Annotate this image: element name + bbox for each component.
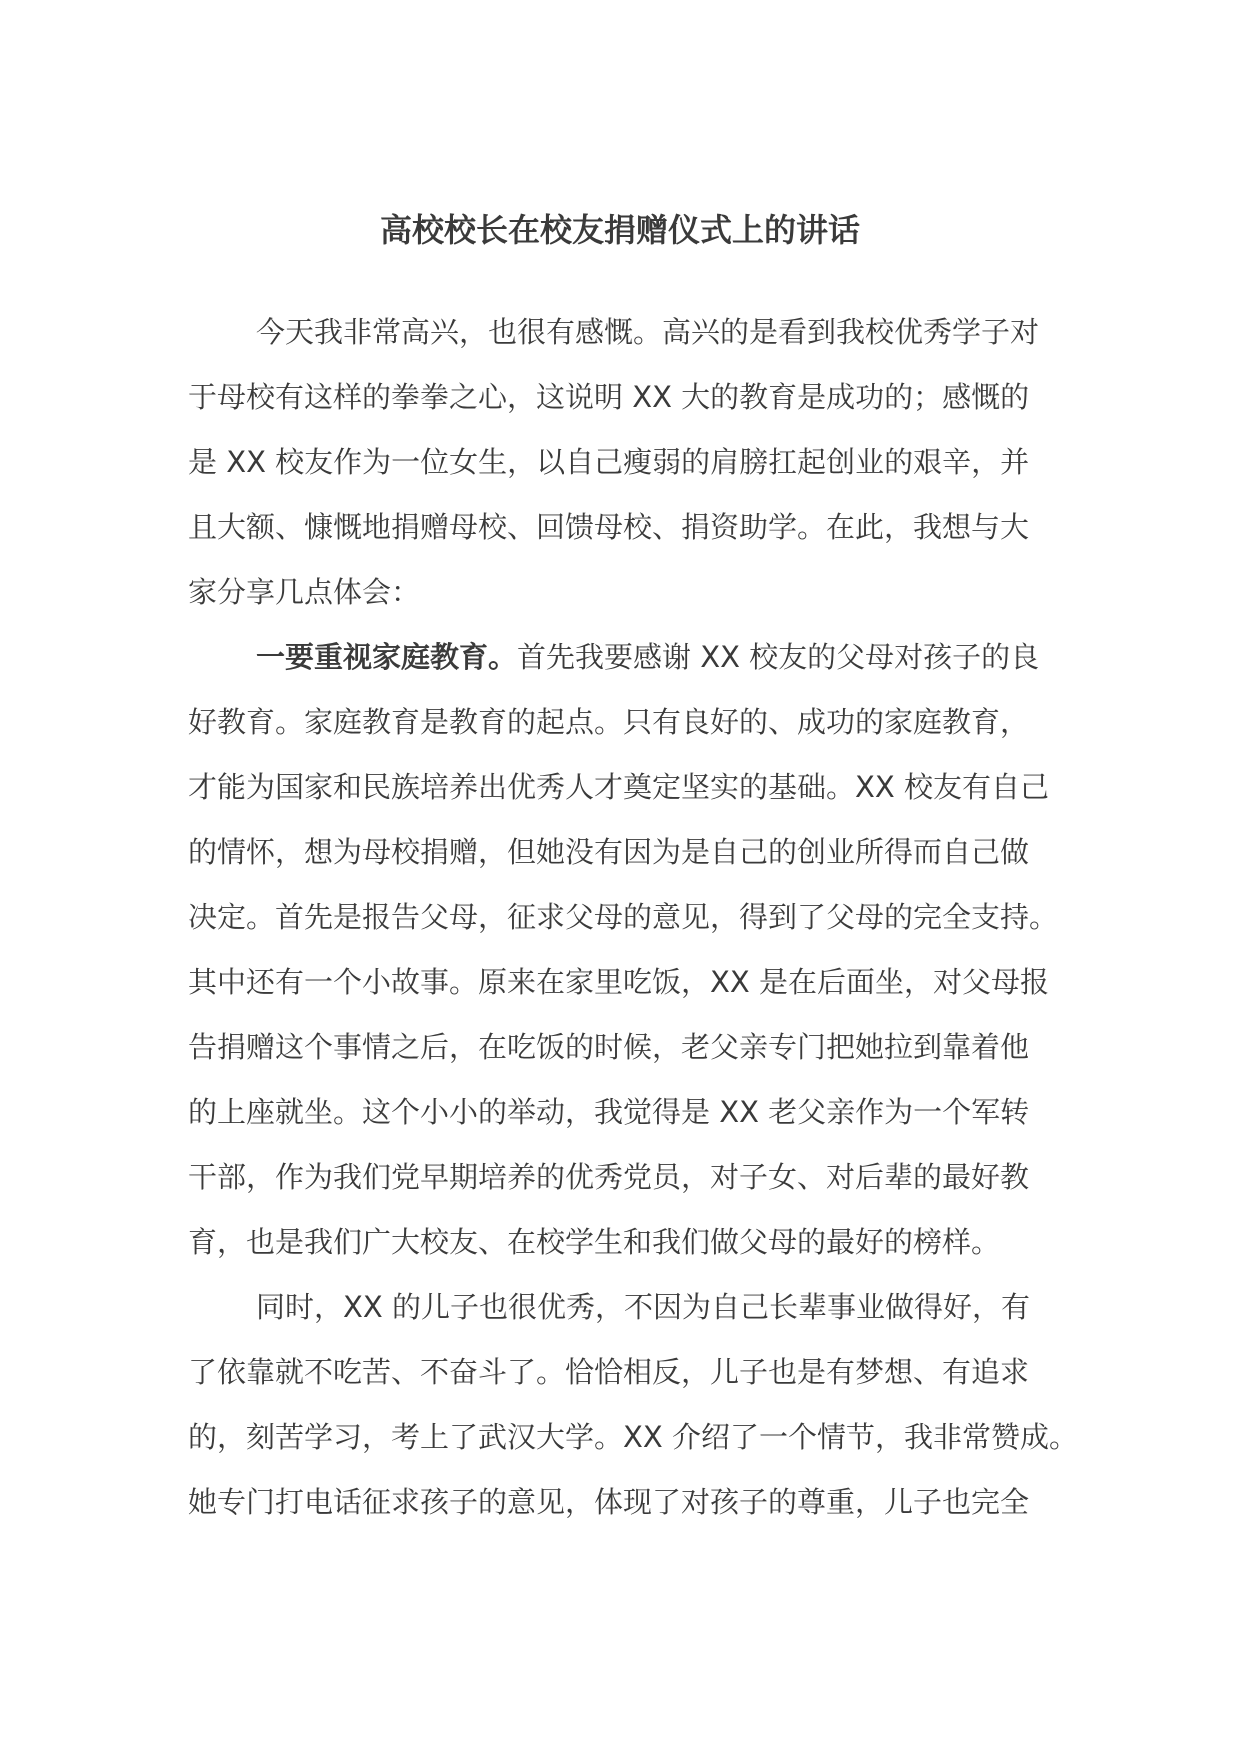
- paragraph-2-line-4: 的情怀，想为母校捐赠，但她没有因为是自己的创业所得而自己做: [188, 835, 1030, 869]
- paragraph-1-line-5: 家分享几点体会：: [188, 575, 421, 609]
- document-title: 高校校长在校友捐赠仪式上的讲话: [379, 211, 860, 249]
- paragraph-3-line-3: 的，刻苦学习，考上了武汉大学。XX 介绍了一个情节，我非常赞成。: [188, 1420, 1078, 1454]
- paragraph-2-line-7: 告捐赠这个事情之后，在吃饭的时候，老父亲专门把她拉到靠着他: [188, 1030, 1030, 1064]
- paragraph-2-line-10: 育，也是我们广大校友、在校学生和我们做父母的最好的榜样。: [188, 1225, 1001, 1259]
- paragraph-3-line-4: 她专门打电话征求孩子的意见，体现了对孩子的尊重，儿子也完全: [188, 1485, 1030, 1519]
- paragraph-2-line-1-text: 首先我要感谢 XX 校友的父母对孩子的良: [517, 640, 1040, 674]
- paragraph-2-lead-heading: 一要重视家庭教育。: [256, 640, 518, 674]
- paragraph-1-line-4: 且大额、慷慨地捐赠母校、回馈母校、捐资助学。在此，我想与大: [188, 510, 1030, 544]
- paragraph-2-line-1: [188, 625, 1088, 690]
- paragraph-2-line-9: 干部，作为我们党早期培养的优秀党员，对子女、对后辈的最好教: [188, 1160, 1030, 1194]
- paragraph-1-line-2: 于母校有这样的拳拳之心，这说明 XX 大的教育是成功的；感慨的: [188, 380, 1030, 414]
- paragraph-3-line-1: 同时，XX 的儿子也很优秀，不因为自己长辈事业做得好，有: [256, 1290, 1030, 1324]
- paragraph-2-line-6: 其中还有一个小故事。原来在家里吃饭，XX 是在后面坐，对父母报: [188, 965, 1049, 999]
- paragraph-2-line-5: 决定。首先是报告父母，征求父母的意见，得到了父母的完全支持。: [188, 900, 1059, 934]
- paragraph-3-line-2: 了依靠就不吃苦、不奋斗了。恰恰相反，儿子也是有梦想、有追求: [188, 1355, 1030, 1389]
- paragraph-1-line-3: 是 XX 校友作为一位女生，以自己瘦弱的肩膀扛起创业的艰辛，并: [188, 445, 1030, 479]
- document-body: [188, 300, 1088, 1535]
- paragraph-2-line-3: 才能为国家和民族培养出优秀人才奠定坚实的基础。XX 校友有自己: [188, 770, 1049, 804]
- paragraph-2-line-8: 的上座就坐。这个小小的举动，我觉得是 XX 老父亲作为一个军转: [188, 1095, 1030, 1129]
- paragraph-1-line-1: 今天我非常高兴，也很有感慨。高兴的是看到我校优秀学子对: [256, 315, 1040, 349]
- paragraph-2-line-2: 好教育。家庭教育是教育的起点。只有良好的、成功的家庭教育，: [188, 705, 1030, 739]
